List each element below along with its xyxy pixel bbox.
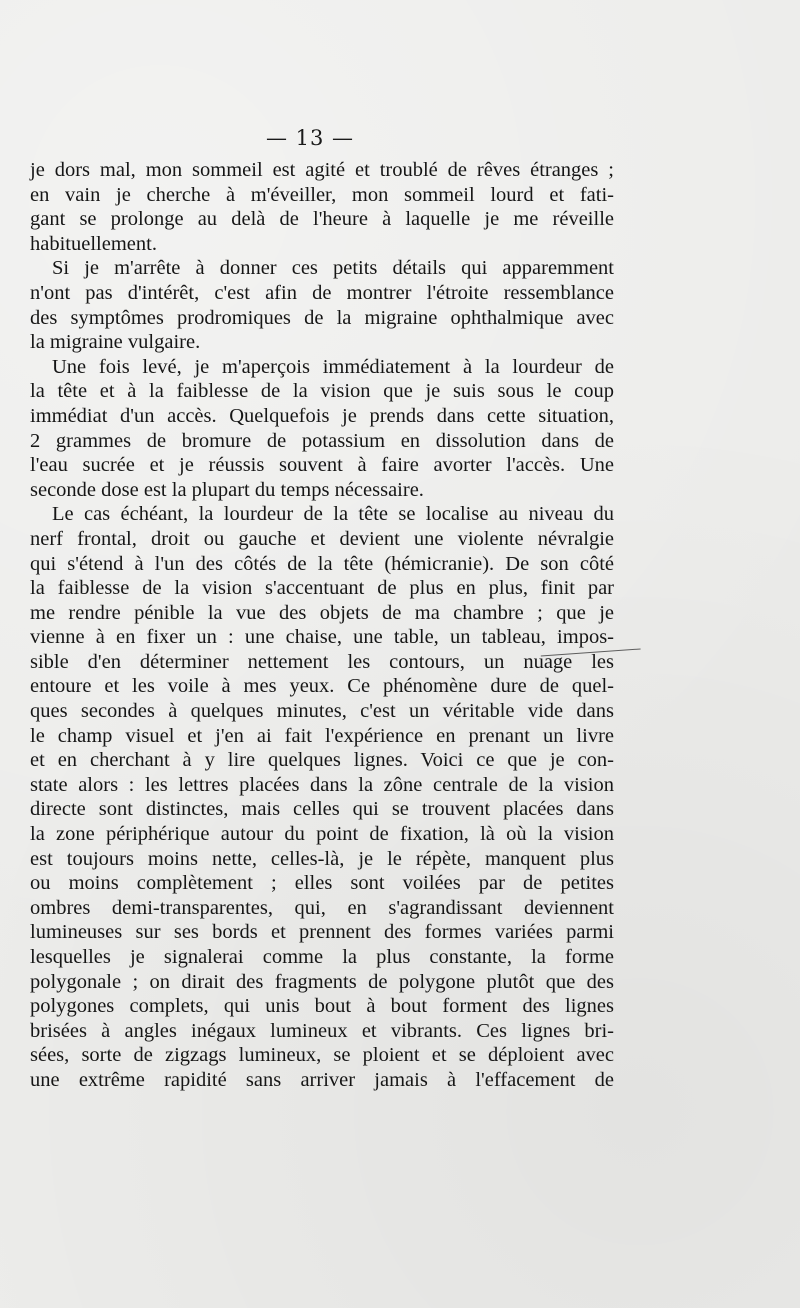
text-line: en vain je cherche à m'éveiller, mon sommeil lourd et fati- — [30, 183, 614, 206]
text-line: Le cas échéant, la lourdeur de la tête se localise au niveau du — [52, 503, 614, 526]
text-line: qui s'étend à l'un des côtés de la tête (hémicranie). De son côté — [30, 552, 614, 575]
text-line: ques secondes à quelques minutes, c'est un véritable vide dans — [30, 700, 614, 723]
page-number: — 13 — — [265, 126, 355, 150]
text-line: Une fois levé, je m'aperçois immédiatement à la lourdeur de — [52, 355, 614, 378]
text-line: gant se prolonge au delà de l'heure à laquelle je me réveille — [30, 208, 614, 231]
text-line: Si je m'arrête à donner ces petits détails qui apparemment — [52, 257, 614, 280]
text-line: habituellement. — [30, 232, 157, 255]
text-line: immédiat d'un accès. Quelquefois je prends dans cette situation, — [30, 404, 614, 427]
text-line: seconde dose est la plupart du temps nécessaire. — [30, 478, 424, 501]
text-line: n'ont pas d'intérêt, c'est afin de montrer l'étroite ressemblance — [30, 281, 614, 304]
text-line: brisées à angles inégaux lumineux et vibrants. Ces lignes bri- — [30, 1019, 614, 1042]
text-line: le champ visuel et j'en ai fait l'expérience en prenant un livre — [30, 724, 614, 747]
text-line: state alors : les lettres placées dans la zône centrale de la vision — [30, 773, 614, 796]
text-line: ou moins complètement ; elles sont voilées par de petites — [30, 872, 614, 895]
text-line: entoure et les voile à mes yeux. Ce phénomène dure de quel- — [30, 675, 614, 698]
text-line: vienne à en fixer un : une chaise, une table, un tableau, impos- — [30, 626, 614, 649]
text-line: l'eau sucrée et je réussis souvent à faire avorter l'accès. Une — [30, 454, 614, 477]
text-line: la zone périphérique autour du point de fixation, là où la vision — [30, 823, 614, 846]
text-line: des symptômes prodromiques de la migraine ophthalmique avec — [30, 306, 614, 329]
text-line: polygones complets, qui unis bout à bout forment des lignes — [30, 995, 614, 1018]
text-line: nerf frontal, droit ou gauche et devient une violente névralgie — [30, 527, 614, 550]
text-line: la tête et à la faiblesse de la vision que je suis sous le coup — [30, 380, 614, 403]
text-line: lumineuses sur ses bords et prennent des formes variées parmi — [30, 921, 614, 944]
text-line: polygonale ; on dirait des fragments de polygone plutôt que des — [30, 970, 614, 993]
text-line: est toujours moins nette, celles-là, je le répète, manquent plus — [30, 847, 614, 870]
text-line: me rendre pénible la vue des objets de ma chambre ; que je — [30, 601, 614, 624]
text-line: sées, sorte de zigzags lumineux, se ploient et se déploient avec — [30, 1044, 614, 1067]
text-line: la faiblesse de la vision s'accentuant de plus en plus, finit par — [30, 577, 614, 600]
text-line: la migraine vulgaire. — [30, 331, 201, 354]
text-line: et en cherchant à y lire quelques lignes. Voici ce que je con- — [30, 749, 614, 772]
text-line: une extrême rapidité sans arriver jamais à l'effacement de — [30, 1068, 614, 1091]
body-text — [30, 158, 614, 1093]
text-line: 2 grammes de bromure de potassium en dissolution dans de — [30, 429, 614, 452]
text-line: directe sont distinctes, mais celles qui se trouvent placées dans — [30, 798, 614, 821]
text-line: ombres demi-transparentes, qui, en s'agrandissant deviennent — [30, 896, 614, 919]
text-line: lesquelles je signalerai comme la plus constante, la forme — [30, 946, 614, 968]
text-line: sible d'en déterminer nettement les contours, un nuage les — [30, 650, 614, 673]
text-line: je dors mal, mon sommeil est agité et troublé de rêves étranges ; — [30, 159, 614, 181]
